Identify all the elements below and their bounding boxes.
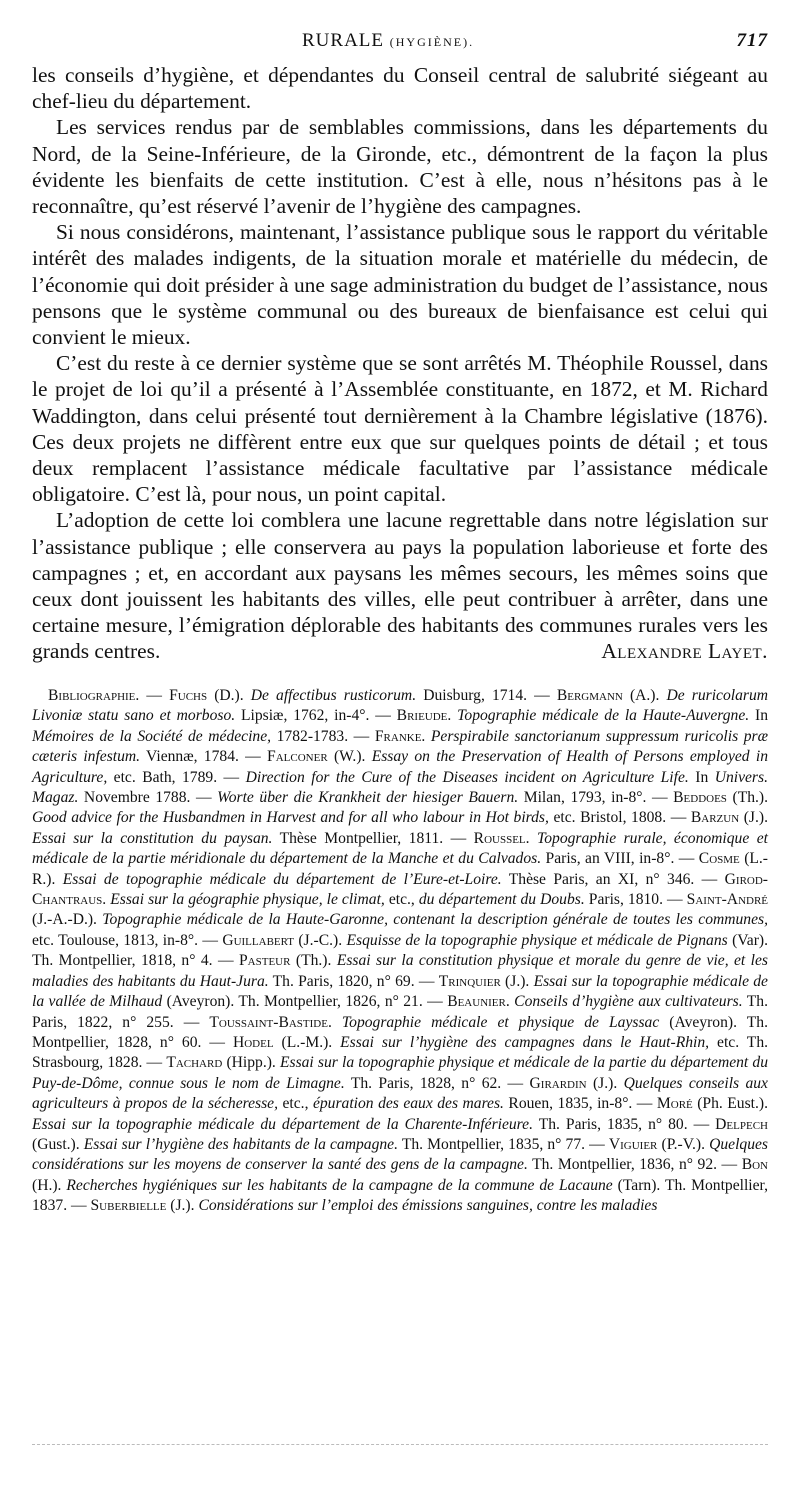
bib-author: Fuchs — [169, 687, 208, 704]
bib-title: Esquisse de la topographie physique et médicale de Pignans — [346, 931, 728, 949]
bib-text: . — [327, 1013, 342, 1031]
bib-text: (Tarn). Th. Montpellier, 1837. — — [32, 1176, 769, 1215]
bib-text: etc. Toulouse, 1813, in-8°. — — [32, 931, 223, 949]
bib-author: Barzun — [690, 809, 740, 827]
bib-text: (D.). — [207, 687, 251, 704]
bib-text: (L.-M.). — [273, 1033, 341, 1051]
paragraph-5-text: L’adoption de cette loi comblera une lacune regrettable dans notre législation sur l’assistance publique ; elle conservera au pays la population laborieuse et forte des campagnes ; et, en accordant aux paysans les mêmes secours, les mêmes soins que ceux dont jouissent les habitants des villes, elle peut contribuer à arrêter, dans une certaine mesure, l’émigration déplorable des habitants des communes rurales vers les grands centres. — [32, 508, 768, 664]
bib-text: Milan, 1793, in-8°. — — [518, 789, 674, 807]
bib-author: Moré — [656, 1095, 693, 1113]
bib-title: Conseils d’hygiène aux cultivateurs. — [514, 993, 743, 1011]
bib-title: Recherches hygiéniques sur les habitants de la campagne de la commune de Lacaune — [66, 1176, 613, 1194]
bib-text: In — [688, 768, 715, 786]
bib-text: Duisburg, 1714. — — [416, 687, 557, 704]
bib-text: etc., — [278, 1095, 313, 1113]
bib-title: Perspirabile sanctorianum suppressum ruricolis præ cæteris infestum. — [32, 727, 769, 766]
bib-text: (Th.). — [726, 789, 769, 807]
bib-title: du département du Doubs. — [418, 891, 585, 909]
bib-author: Beaunier — [447, 993, 506, 1011]
bib-title: Essai sur l’hygiène des habitants de la campagne. — [83, 1135, 398, 1153]
bib-title: Topographie médicale de la Haute-Auvergne. — [457, 707, 750, 725]
bib-text: Thèse Paris, an XI, n° 346. — — [501, 870, 725, 888]
paragraph-2: Les services rendus par de semblables commissions, dans les départements du Nord, de la Seine-Inférieure, de la Gironde, etc., démontrent de la façon la plus évidente les bienfaits de cette institution. C’est à elle, nous n’hésitons pas à le reconnaître, qu’est réservé l’avenir de l’hygiène des campagnes. — [32, 115, 768, 219]
bibliography-paragraph — [32, 686, 768, 1217]
bib-text: Viennæ, 1784. — — [140, 748, 268, 766]
bib-title: Essay on the Preservation of Health of Persons employed in Agriculture, — [32, 748, 769, 786]
bib-text: Th. Montpellier, 1836, n° 92. — — [527, 1156, 742, 1174]
bib-title: Considérations sur l’emploi des émissions sanguines, contre les maladies — [198, 1197, 658, 1215]
bib-author: Toussaint-Bastide — [209, 1013, 328, 1031]
bib-author: Guillabert — [222, 931, 295, 949]
bib-author: Bergmann — [556, 687, 623, 704]
running-header — [32, 30, 768, 60]
bib-text: Thèse Montpellier, 1811. — — [272, 829, 474, 847]
bib-text: (Aveyron). Th. Montpellier, 1828, n° 60. — — [32, 1013, 768, 1051]
bib-text: Paris, an VIII, in-8°. — — [541, 850, 699, 868]
bib-author: Girod-Chantraus — [32, 870, 768, 909]
main-text — [32, 62, 768, 665]
bib-title: Quelques conseils aux agriculteurs à propos de la sécheresse, — [32, 1074, 768, 1113]
bib-text: etc. Bath, 1789. — — [107, 768, 246, 786]
page-number: 717 — [736, 30, 768, 51]
bib-author: Trinquier — [438, 972, 501, 990]
bib-title: Quelques considérations sur les moyens de conserver la santé des gens de la campagne. — [32, 1135, 769, 1174]
bib-author: Girardin — [529, 1074, 587, 1092]
bib-text: (Hipp.). — [222, 1054, 280, 1072]
bib-text: (H.). — [32, 1176, 67, 1194]
bib-text: Rouen, 1835, in-8°. — — [503, 1095, 657, 1113]
bib-title: Essai sur la topographie médicale du département de la Charente-Inférieure. — [32, 1115, 533, 1133]
bib-text: . — [505, 993, 515, 1011]
paragraph-3: Si nous considérons, maintenant, l’assistance publique sous le rapport du véritable intérêt des malades indigents, de la situation morale et matérielle du médecin, de l’économie qui doit présider à une sage administration du budget de l’assistance, nous pensons que le système communal ou des bureaux de bienfaisance est celui qui convient le mieux. — [32, 220, 769, 350]
bib-text: Paris, 1810. — — [584, 891, 687, 909]
bib-text: etc., — [384, 891, 419, 909]
bibliography-heading: Bibliographie. — [48, 687, 140, 704]
bib-text: (P.-V.). — [657, 1135, 710, 1153]
bib-author: Viguier — [608, 1135, 658, 1153]
bib-text: . — [102, 891, 111, 909]
bib-text: (J.-C.). — [294, 931, 347, 949]
bib-text: (J.-A.-D.). — [32, 911, 103, 929]
bib-author: Delpech — [715, 1115, 768, 1133]
bib-text: Th. Paris, 1820, n° 69. — — [268, 972, 439, 990]
bib-author: Beddoes — [673, 789, 727, 807]
running-title-subtitle: (HYGIÈNE). — [389, 35, 475, 49]
bib-text: Lipsiæ, 1762, in-4°. — — [235, 707, 397, 725]
bib-text: Th. Paris, 1822, n° 255. — — [32, 993, 768, 1031]
bib-title: De ruricolarum Livoniæ statu sano et morboso. — [32, 687, 769, 725]
bib-text: (J.). — [500, 972, 534, 990]
bib-text: (A.). — [622, 687, 667, 704]
bib-title: Essai sur la constitution du paysan. — [32, 829, 273, 847]
bib-title: Good advice for the Husbandmen in Harvest and for all who labour in Hot birds, — [32, 809, 549, 827]
bib-text: etc. Th. Strasbourg, 1828. — — [32, 1033, 769, 1072]
bib-text: (Ph. Eust.). — [692, 1095, 768, 1113]
bib-title: épuration des eaux des mares. — [312, 1095, 504, 1113]
bib-author: Falconer — [267, 748, 328, 766]
bib-title: Essai sur l’hygiène des campagnes dans le Haut-Rhin, — [340, 1033, 710, 1051]
bib-title: Essai sur la géographie physique, le climat, — [110, 891, 385, 909]
bib-author: Hodel — [232, 1033, 274, 1051]
bib-title: Topographie médicale de la Haute-Garonne, contenant la description générale de toutes les communes, — [102, 911, 768, 929]
bib-text: (Th.). — [290, 952, 337, 970]
bib-text: (Aveyron). Th. Montpellier, 1826, n° 21. — — [162, 993, 448, 1011]
footer-rule — [32, 1444, 768, 1449]
bib-title: Direction for the Cure of the Diseases incident on Agriculture Life. — [245, 768, 689, 786]
bib-text: (Var). Th. Montpellier, 1818, n° 4. — — [32, 931, 768, 970]
bib-title: Mémoires de la Société de médecine, — [32, 727, 272, 745]
bib-author: Cosme — [698, 850, 740, 868]
bib-text: . — [421, 727, 431, 745]
bib-author: Roussel — [473, 829, 526, 847]
bib-title: Essai sur la topographie médicale de la vallée de Milhaud — [32, 972, 768, 1011]
bib-title: De affectibus rusticorum. — [250, 687, 417, 704]
bib-author: Saint-André — [686, 891, 769, 909]
bib-title: Topographie médicale et physique de Layssac — [341, 1013, 660, 1031]
running-title — [302, 30, 474, 52]
bib-text: (J.). — [166, 1197, 199, 1215]
bib-author: Suberbielle — [90, 1197, 167, 1215]
bib-text: Novembre 1788. — — [78, 789, 218, 807]
paragraph-4: C’est du reste à ce dernier système que se sont arrêtés M. Théophile Roussel, dans le projet de loi qu’il a présenté à l’Assemblée constituante, en 1872, et M. Richard Waddington, dans celui présenté tout dernièrement à la Chambre législative (1876). Ces deux projets ne diffèrent entre eux que sur quelques points de détail ; et tous deux remplacent l’assistance médicale facultative par l’assistance médicale obligatoire. C’est là, pour nous, un point capital. — [32, 351, 768, 507]
bib-author: Tachard — [166, 1054, 223, 1072]
bib-text: . — [525, 829, 537, 847]
bib-title: Worte über die Krankheit der hiesiger Bauern. — [217, 789, 519, 807]
bib-title: Essai sur la constitution physique et morale du genre de vie, et les maladies des habitants du Haut-Jura. — [32, 952, 768, 990]
bib-text: (J.). — [586, 1074, 624, 1092]
bib-author: Brieude — [396, 707, 448, 725]
paragraph-1: les conseils d’hygiène, et dépendantes du Conseil central de salubrité siégeant au chef-lieu du département. — [32, 63, 768, 114]
bib-title: Essai sur la topographie physique et médicale de la partie du département du Puy-de-Dôme, connue sous le nom de Limagne. — [32, 1054, 769, 1092]
bib-text: etc. Bristol, 1808. — — [548, 809, 691, 827]
bib-text: — — [139, 687, 170, 704]
bib-title: Topographie rurale, économique et médicale de la partie méridionale du département de la Manche et du Calvados. — [32, 829, 768, 868]
bib-text: In — [749, 707, 769, 725]
bibliography — [32, 686, 768, 1217]
bib-title: Univers. Magaz. — [32, 768, 768, 807]
bib-text: (W.). — [327, 748, 372, 766]
paragraph-5 — [32, 507, 768, 664]
bib-author: Franke — [374, 727, 422, 745]
bib-text: (Gust.). — [32, 1135, 84, 1153]
bib-text: Th. Paris, 1835, n° 80. — — [533, 1115, 716, 1133]
bib-author: Bon — [741, 1156, 768, 1174]
bib-author: Pasteur — [239, 952, 291, 970]
running-title-main: RURALE — [302, 30, 390, 51]
bib-text: . — [447, 707, 458, 725]
bib-text: (L.-R.). — [32, 850, 769, 888]
bib-title: Essai de topographie médicale du département de l’Eure-et-Loire. — [62, 870, 502, 888]
bib-text: 1782-1783. — — [271, 727, 375, 745]
bib-text: (J.). — [739, 809, 768, 827]
bib-text: Th. Montpellier, 1835, n° 77. — — [398, 1135, 609, 1153]
author-signature: Alexandre Layet. — [601, 639, 768, 664]
bib-text: Th. Paris, 1828, n° 62. — — [344, 1074, 530, 1092]
